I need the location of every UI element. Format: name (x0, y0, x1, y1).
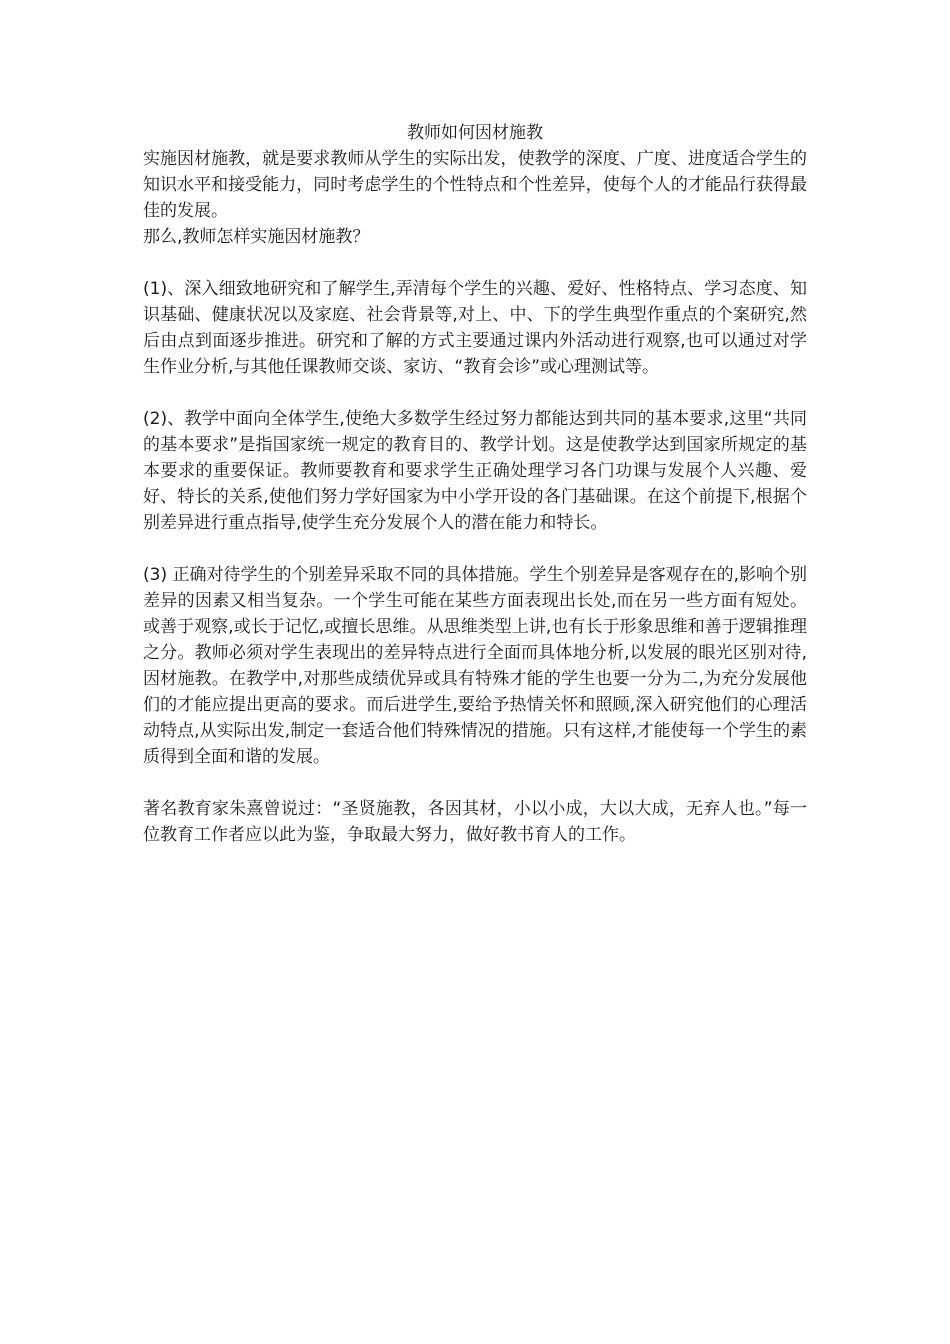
intro-paragraph: 实施因材施教，就是要求教师从学生的实际出发，使教学的深度、广度、进度适合学生的知识水平和接受能力，同时考虑学生的个性特点和个性差异，使每个人的才能品行获得最佳的发展。 (143, 149, 807, 221)
document-title: 教师如何因材施教 (407, 123, 543, 143)
point-1-paragraph: (1)、深入细致地研究和了解学生,弄清每个学生的兴趣、爱好、性格特点、学习态度、知识基础、健康状况以及家庭、社会背景等,对上、中、下的学生典型作重点的个案研究,然后由点到面逐步推进。研究和了解的方式主要通过课内外活动进行观察,也可以通过对学生作业分析,与其他任课教师交谈、家访、“教育会诊”或心理测试等。 (143, 279, 807, 377)
point-3-paragraph: (3) 正确对待学生的个别差异采取不同的具体措施。学生个别差异是客观存在的,影响个别差异的因素又相当复杂。一个学生可能在某些方面表现出长处,而在另一些方面有短处。或善于观察,或长于记忆,或擅长思维。从思维类型上讲,也有长于形象思维和善于逻辑推理之分。教师必须对学生表现出的差异特点进行全面而具体地分析,以发展的眼光区别对待,因材施教。在教学中,对那些成绩优异或具有特殊才能的学生也要一分为二,为充分发展他们的才能应提出更高的要求。而后进学生,要给予热情关怀和照顾,深入研究他们的心理活动特点,从实际出发,制定一套适合他们特殊情况的措施。只有这样,才能使每一个学生的素质得到全面和谐的发展。 (143, 565, 807, 767)
conclusion-paragraph: 著名教育家朱熹曾说过：“圣贤施教，各因其材，小以小成，大以大成，无弃人也。”每一位教育工作者应以此为鉴，争取最大努力，做好教书育人的工作。 (143, 799, 807, 845)
paragraph-spacer (143, 536, 807, 562)
paragraph-spacer (143, 250, 807, 276)
question-paragraph: 那么,教师怎样实施因材施教？ (143, 227, 370, 247)
paragraph-spacer (143, 380, 807, 406)
document-page (143, 120, 807, 848)
paragraph-spacer (143, 770, 807, 796)
point-2-paragraph: (2)、教学中面向全体学生,使绝大多数学生经过努力都能达到共同的基本要求,这里“共同的基本要求”是指国家统一规定的教育目的、教学计划。这是使教学达到国家所规定的基本要求的重要保证。教师要教育和要求学生正确处理学习各门功课与发展个人兴趣、爱好、特长的关系,使他们努力学好国家为中小学开设的各门基础课。在这个前提下,根据个别差异进行重点指导,使学生充分发展个人的潜在能力和特长。 (143, 409, 807, 533)
